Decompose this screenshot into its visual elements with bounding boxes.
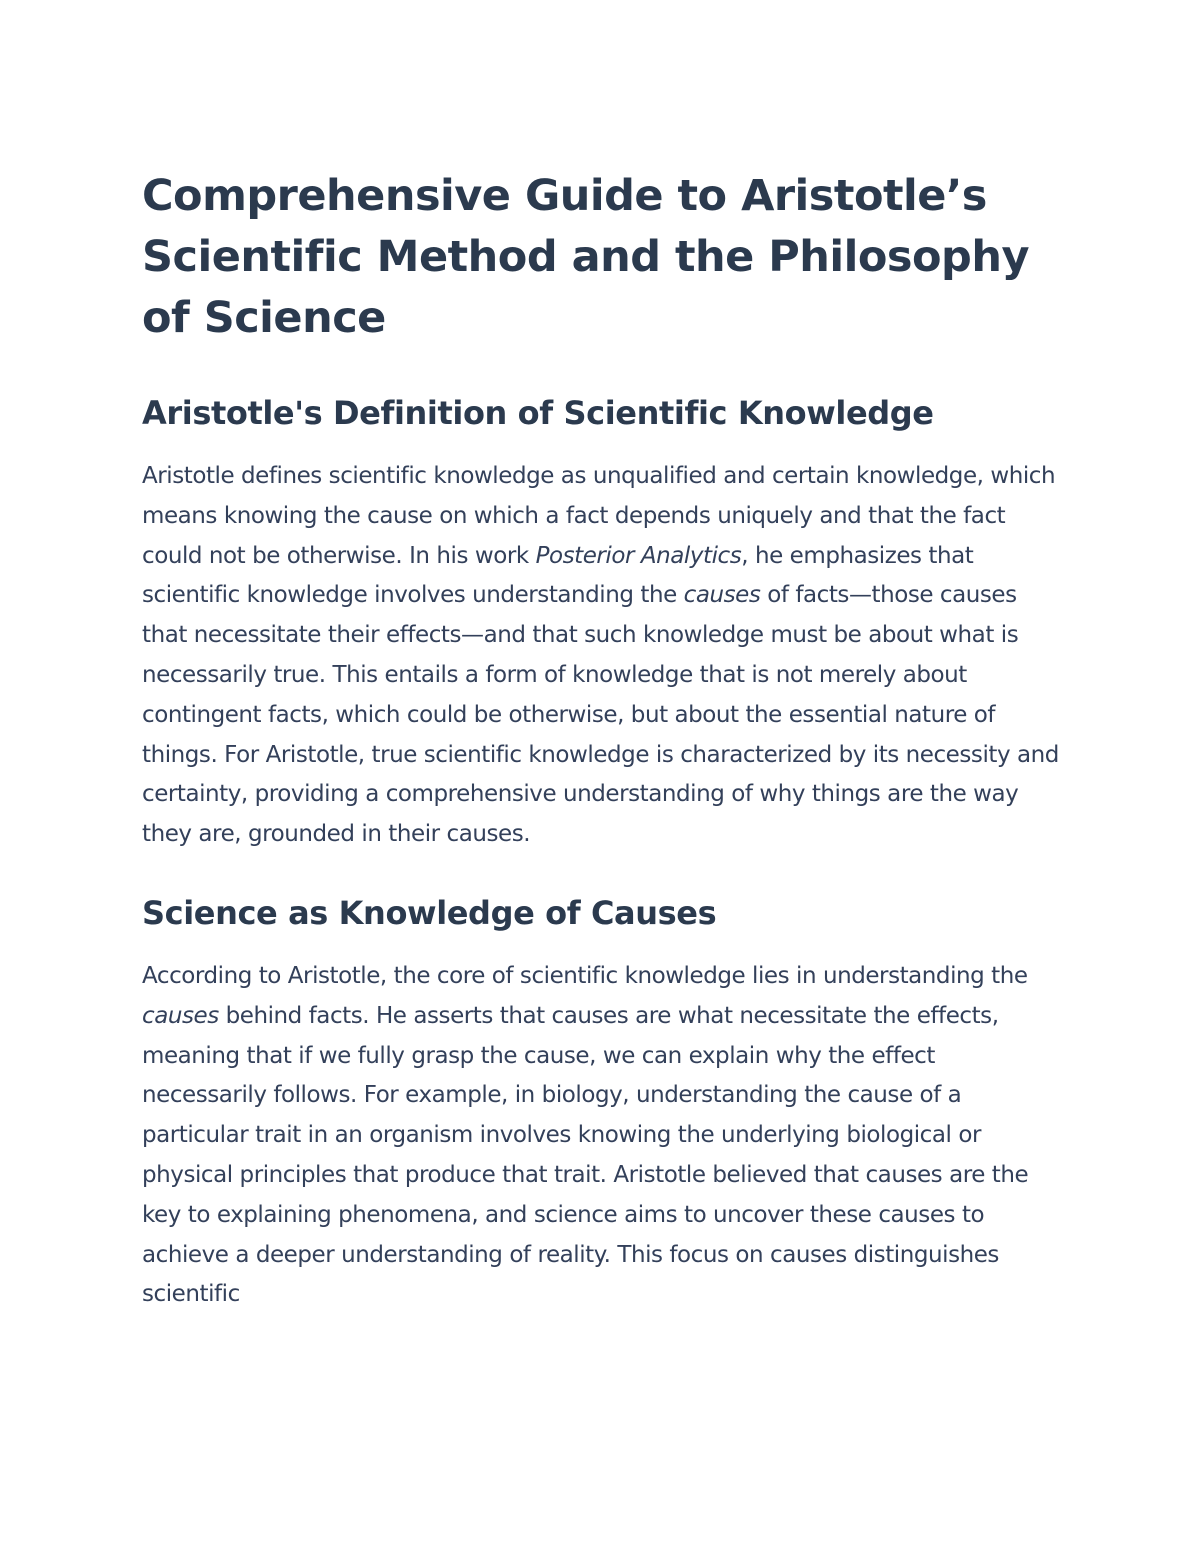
section-heading: Aristotle's Definition of Scientific Knowledge: [142, 394, 934, 432]
section-paragraph: [142, 957, 1062, 1315]
paragraph-text: Aristotle defines scientific knowledge as unqualified and certain knowledge, which means knowing the cause on which a fact depends uniquely and that the fact could not be otherwise. In his work: [142, 463, 1056, 569]
section-knowledge-of-causes: [142, 893, 1062, 1315]
paragraph-emphasis: Posterior Analytics: [535, 542, 742, 569]
paragraph-text: , he emphasizes that scientific knowledge involves understanding the: [142, 542, 974, 609]
paragraph-emphasis: causes: [142, 1002, 219, 1029]
paragraph-emphasis: causes: [683, 582, 761, 609]
paragraph-text: of facts—those causes that necessitate their effects—and that such knowledge must be about what is necessarily true. This entails a form of knowledge that is not merely about contingent facts, which could be otherwise, but about the essential nature of things. For Aristotle, true scientific knowledge is characterized by its necessity and certainty, providing a comprehensive understanding of why things are the way they are, grounded in their causes.: [142, 582, 1059, 848]
document-page: [142, 166, 1062, 1315]
paragraph-text: According to Aristotle, the core of scientific knowledge lies in understanding the: [142, 962, 1028, 989]
section-heading: Science as Knowledge of Causes: [142, 893, 717, 932]
paragraph-text: behind facts. He asserts that causes are what necessitate the effects, meaning that if we fully grasp the cause, we can explain why the effect necessarily follows. For example, in biology, understanding the cause of a particular trait in an organism involves knowing the underlying biological or physical principles that produce that trait. Aristotle believed that causes are the key to explaining phenomena, and science aims to uncover these causes to achieve a deeper understanding of reality. This focus on causes distinguishes scientific: [142, 1002, 1029, 1308]
document-title: Comprehensive Guide to Aristotle’s Scientific Method and the Philosophy of Science: [142, 171, 1029, 343]
section-paragraph: [142, 457, 1062, 855]
section-definition-of-scientific-knowledge: [142, 393, 1062, 855]
